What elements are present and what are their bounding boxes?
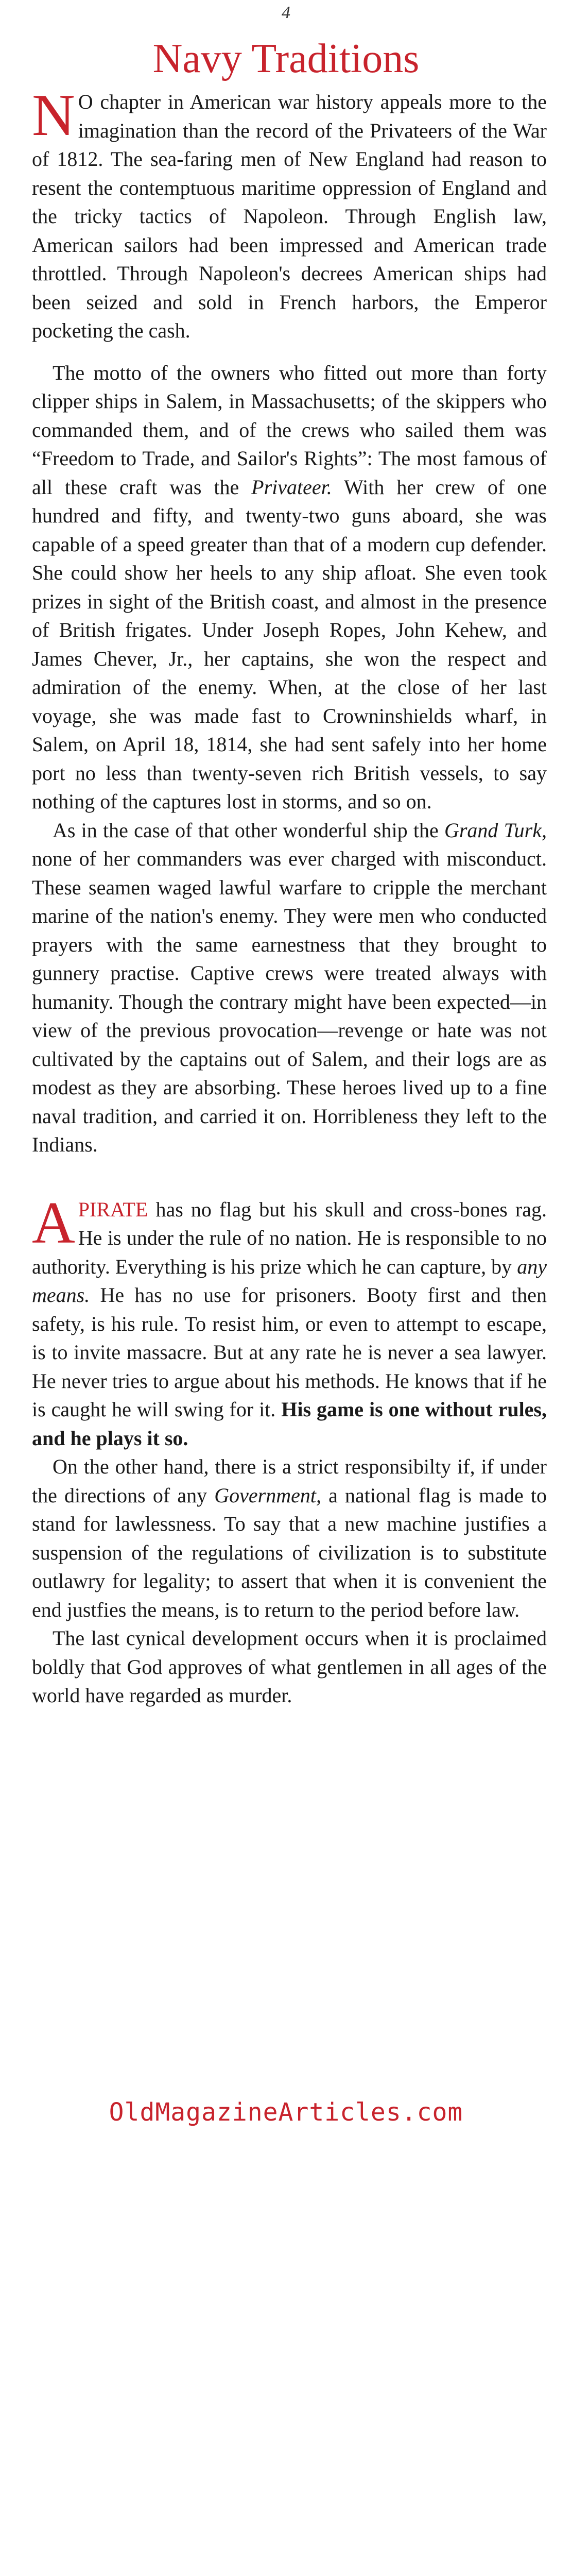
- pirate-lead-word: PIRATE: [78, 1197, 148, 1221]
- paragraph-responsibility: [32, 1452, 547, 1624]
- article-title: Navy Traditions: [152, 36, 420, 81]
- emphasis-game-without-rules: His game is one without rules, and he plays it so.: [32, 1398, 547, 1450]
- drop-cap-a: A: [32, 1190, 75, 1256]
- site-watermark: OldMagazineArticles.com: [109, 2098, 463, 2127]
- paragraph-cynical-development: [32, 1624, 547, 1710]
- ship-name-grand-turk: Grand Turk,: [444, 818, 547, 842]
- section-gap: [32, 1159, 547, 1195]
- paragraph-salem-privateer: [32, 359, 547, 816]
- ship-name-privateer: Privateer.: [251, 475, 332, 499]
- paragraph-text: With her crew of one hundred and fifty, and twenty-two guns aboard, she was capable of a speed greater than that of a modern cup defender. She could show her heels to any ship afloat. She even took prizes in sight of the British coast, and almost in the presence of British frigates. Under Joseph Ropes, John Kehew, and James Chever, Jr., her captains, she won the respect and admiration of the enemy. When, at the close of her last voyage, she was made fast to Crowninshields wharf, in Salem, on April 18, 1814, she had sent safely into her home port no less than twenty-seven rich British vessels, to say nothing of the captures lost in storms, and so on.: [32, 475, 547, 813]
- paragraph-pirate: [32, 1190, 547, 1453]
- emphasis-government: Government,: [214, 1483, 321, 1507]
- paragraph-text: He has no use for prisoners. Booty first and then safety, is his rule. To resist him, or even to attempt to escape, is to invite massacre. But at any rate he is never a sea lawyer. He never tries to argue about his methods. He knows that if he is caught he will swing for it.: [32, 1283, 547, 1421]
- drop-cap-n: N: [32, 82, 75, 148]
- paragraph-gap: [32, 345, 547, 359]
- page-number: 4: [282, 3, 290, 22]
- paragraph-text: As in the case of that other wonderful ship the: [53, 818, 444, 842]
- paragraph-text: O chapter in American war history appeals more to the imagination than the record of the Privateers of the War of 1812. The sea-faring men of New England had reason to resent the contemptuous maritime oppression of England and the tricky tactics of Napoleon. Through English law, American sailors had been impressed and American trade throttled. Through Napoleon's decrees American ships had been seized and sold in French harbors, the Emperor pocketing the cash.: [32, 90, 547, 342]
- paragraph-text: has no flag but his skull and cross-bones rag. He is under the rule of no nation. He is responsible to no authority. Everything is his prize which he can capture, by: [32, 1197, 547, 1278]
- paragraph-grand-turk: [32, 816, 547, 1159]
- paragraph-text: a national flag is made to stand for lawlessness. To say that a new machine justifies a suspension of the regulations of civilization is to substitute outlawry for legality; to assert that when it is convenient the end justfies the means, is to return to the period before law.: [32, 1483, 547, 1621]
- article-body: [32, 82, 547, 1710]
- paragraph-text: The motto of the owners who fitted out more than forty clipper ships in Salem, in Massachusetts; of the skippers who commanded them, and of the crews who sailed them was “Freedom to Trade, and Sailor's Rights”: The most famous of all these craft was the: [32, 361, 547, 499]
- paragraph-text: none of her commanders was ever charged with misconduct. These seamen waged lawful warfare to cripple the merchant marine of the nation's enemy. They were men who conducted prayers with the same earnestness that they brought to gunnery practise. Captive crews were treated always with humanity. Though the contrary might have been expected—in view of the previous provocation—revenge or hate was not cultivated by the captains out of Salem, and their logs are as modest as they are absorbing. These heroes lived up to a fine naval tradition, and carried it on. Horribleness they left to the Indians.: [32, 847, 547, 1156]
- paragraph-text: On the other hand, there is a strict responsibilty if, if under the directions of any: [32, 1455, 547, 1507]
- paragraph-text: The last cynical development occurs when it is proclaimed boldly that God approves of what gentlemen in all ages of the world have regarded as murder.: [32, 1626, 547, 1707]
- paragraph-privateers-intro: [32, 82, 547, 345]
- emphasis-any-means: any means.: [32, 1255, 547, 1307]
